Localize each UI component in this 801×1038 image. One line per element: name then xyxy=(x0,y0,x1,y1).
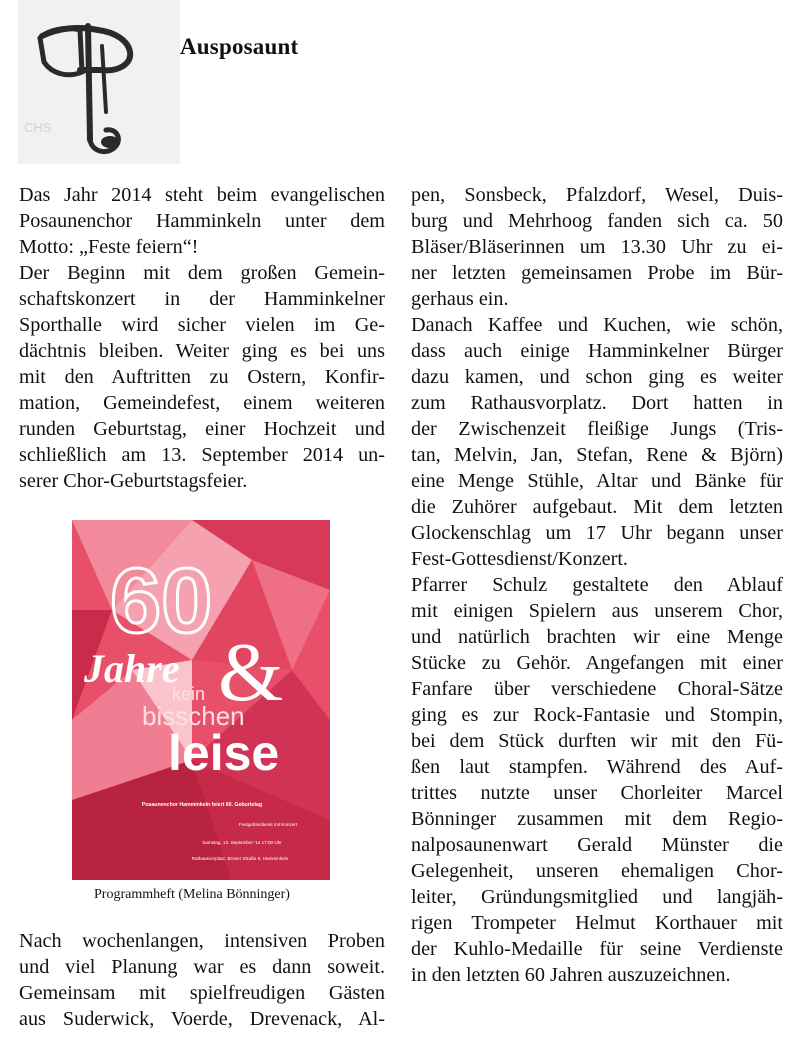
text-line: ging es zur Rock-Fantasie und Stompin, xyxy=(411,704,783,726)
text-line: Bläser/Bläserinnen um 13.30 Uhr zu ei- xyxy=(411,236,783,258)
text-line: leiter, Gründungsmitglied und langjäh- xyxy=(411,886,783,908)
text-line: und viel Planung war es dann soweit. xyxy=(19,956,385,978)
poster-date: Samstag, 13. September '14 17:00 Uhr xyxy=(202,840,282,845)
poster-word-bisschen: bisschen xyxy=(142,701,245,731)
logo-watermark: CHS xyxy=(24,120,52,135)
image-caption: Programmheft (Melina Bönninger) xyxy=(94,887,290,902)
text-line: schließlich am 13. September 2014 un- xyxy=(19,444,385,466)
poster-place: Rathausvorplatz, Brüner Straße 9, Hamminkeln xyxy=(191,856,289,861)
text-line: ßen laut stampfen. Während des Auf- xyxy=(411,756,783,778)
text-line: Motto: „Feste feiern“! xyxy=(19,236,199,258)
text-line: Sporthalle wird sicher vielen im Ge- xyxy=(19,314,385,336)
poster-word-jahre: Jahre xyxy=(84,646,180,691)
text-line: Glockenschlag um 17 Uhr begann unser xyxy=(411,522,783,544)
text-line: dazu kamen, und schon ging es weiter xyxy=(411,366,783,388)
text-line: dass auch einige Hamminkelner Bürger xyxy=(411,340,783,362)
text-line: Der Beginn mit dem großen Gemein- xyxy=(19,262,385,284)
text-line: Stücke zu Gehör. Angefangen mit einer xyxy=(411,652,783,674)
poster-ampersand: & xyxy=(218,626,284,719)
text-line: Das Jahr 2014 steht beim evangelischen xyxy=(19,184,385,206)
poster-event: Festgottesdienst mit Konzert xyxy=(238,822,298,827)
column-left-bottom xyxy=(19,928,385,1032)
text-line: die Zuhörer aufgebaut. Mit dem letzten xyxy=(411,496,783,518)
text-line: gerhaus ein. xyxy=(411,288,509,310)
text-line: pen, Sonsbeck, Pfalzdorf, Wesel, Duis- xyxy=(411,184,783,206)
text-line: Bönninger zusammen mit dem Regio- xyxy=(411,808,783,830)
page-title: Ausposaunt xyxy=(180,34,299,59)
text-line: dächtnis bleiben. Weiter ging es bei uns xyxy=(19,340,385,362)
text-line: runden Geburtstag, einer Hochzeit und xyxy=(19,418,385,440)
programmheft-poster xyxy=(72,520,330,880)
poster-big-number: 60 xyxy=(110,550,213,652)
text-line: ner letzten gemeinsamen Probe im Bür- xyxy=(411,262,783,284)
trombone-music-note-icon xyxy=(18,0,180,164)
column-right xyxy=(411,182,783,988)
poster-word-leise: leise xyxy=(168,725,280,781)
text-line: Fest-Gottesdienst/Konzert. xyxy=(411,548,628,570)
poster-word-kein: kein xyxy=(172,684,206,704)
text-line: burg und Mehrhoog fanden sich ca. 50 xyxy=(411,210,783,232)
text-line: aus Suderwick, Voerde, Drevenack, Al- xyxy=(19,1008,385,1030)
text-line: der Zwischenzeit fleißige Jungs (Tris- xyxy=(411,418,783,440)
text-line: Nach wochenlangen, intensiven Proben xyxy=(19,930,385,952)
text-line: trittes nutzte unser Chorleiter Marcel xyxy=(411,782,783,804)
text-line: Posaunenchor Hamminkeln unter dem xyxy=(19,210,385,232)
text-line: mit den Auftritten zu Ostern, Konfir- xyxy=(19,366,385,388)
text-line: Pfarrer Schulz gestaltete den Ablauf xyxy=(411,574,783,596)
text-line: Gelegenheit, unseren ehemaligen Chor- xyxy=(411,860,783,882)
poster-subline: Posaunenchor Hamminkeln feiert 60. Geburtstag xyxy=(141,802,263,808)
text-line: tan, Melvin, Jan, Stefan, Rene & Björn) xyxy=(411,444,783,466)
text-line: zum Rathausvorplatz. Dort hatten in xyxy=(411,392,783,414)
text-line: Danach Kaffee und Kuchen, wie schön, xyxy=(411,314,783,336)
text-line: in den letzten 60 Jahren auszuzeichnen. xyxy=(411,964,731,986)
text-line: mation, Gemeindefest, einem weiteren xyxy=(19,392,385,414)
text-line: nalposaunenwart Gerald Münster die xyxy=(411,834,783,856)
text-line: serer Chor-Geburtstagsfeier. xyxy=(19,470,248,492)
posaunenchor-logo xyxy=(18,0,180,164)
text-line: schaftskonzert in der Hamminkelner xyxy=(19,288,385,310)
column-left-top xyxy=(19,182,385,494)
text-line: Fanfare über verschiedene Choral-Sätze xyxy=(411,678,783,700)
text-line: bei dem Stück durften wir mit den Fü- xyxy=(411,730,783,752)
text-line: und natürlich brachten wir eine Menge xyxy=(411,626,783,648)
text-line: mit einigen Spielern aus unserem Chor, xyxy=(411,600,783,622)
text-line: rigen Trompeter Helmut Korthauer mit xyxy=(411,912,783,934)
text-line: eine Menge Stühle, Altar und Bänke für xyxy=(411,470,783,492)
text-line: Gemeinsam mit spielfreudigen Gästen xyxy=(19,982,385,1004)
text-line: der Kuhlo-Medaille für seine Verdienste xyxy=(411,938,783,960)
